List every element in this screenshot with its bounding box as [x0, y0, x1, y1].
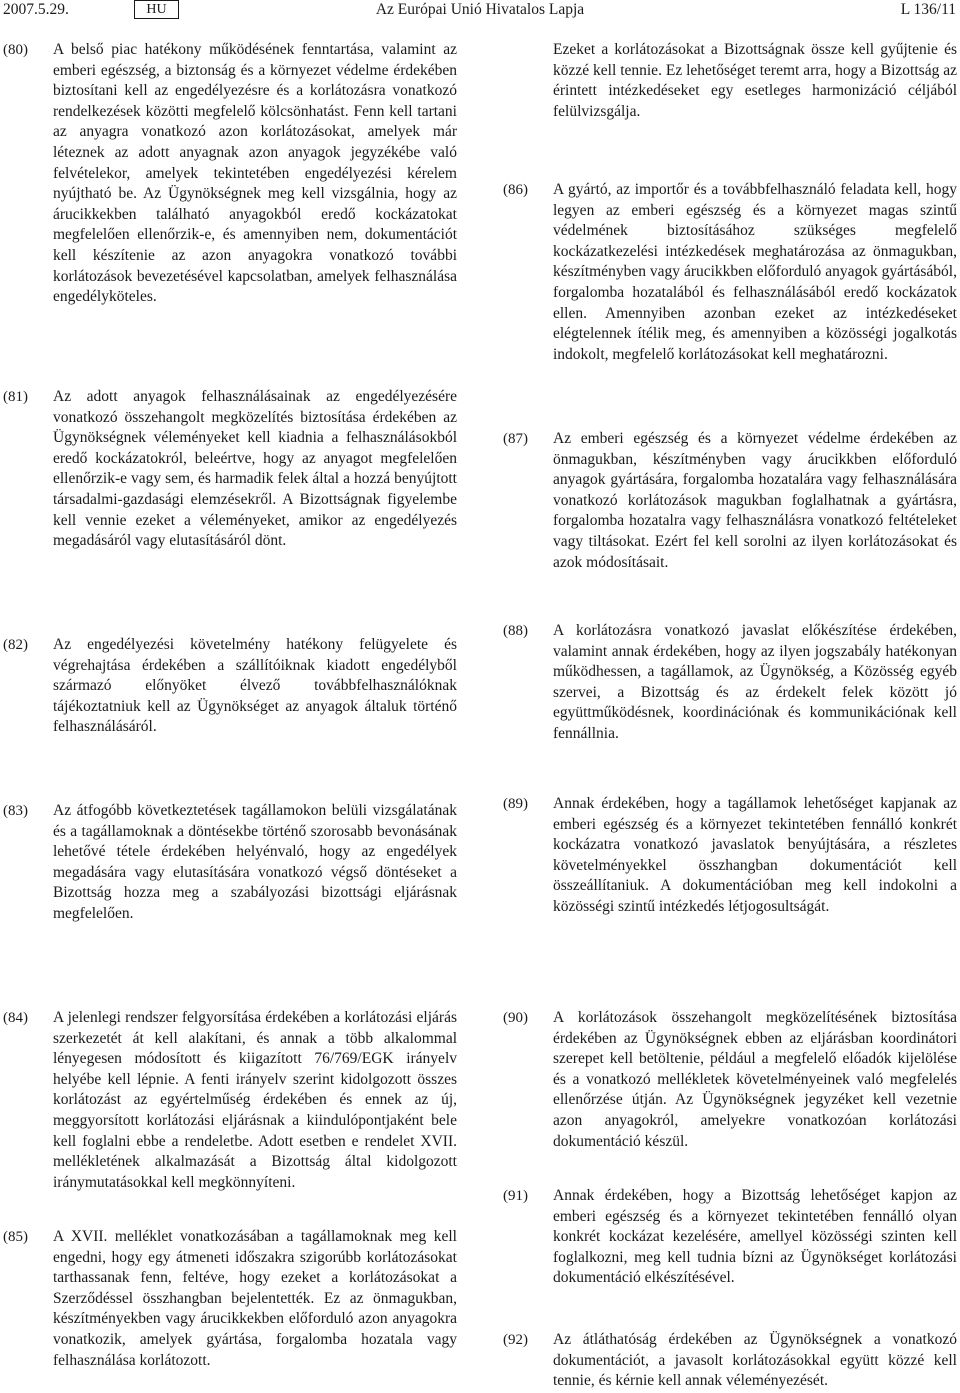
recital-text: A korlátozások összehangolt megközelítésének biztosítása érdekében az Ügynökségnek ebben az eljárásban koordinátori szerepet kell betöltenie, például a megfelelő előadók kijelölése és a vonatkozó mellékletek követelményeinek való megfelelés ellenőrzése útján. Az Ügynökségnek jegyzéket kell vezetnie azon anyagokról, amelyekre vonatkozóan korlátozási dokumentáció készül. [553, 1009, 957, 1150]
recital-number: (81) [3, 389, 28, 405]
recital-number: (91) [503, 1188, 528, 1204]
recital-text: Az átfogóbb következtetések tagállamokon belüli vizsgálatának és a tagállamoknak a döntésekbe történő szorosabb bevonásának lehetővé tétele érdekében helyénvaló, hogy az engedélyek megadására vagy elutasítására vonatkozó végső döntéseket a Bizottság hozza meg a szabályozási bizottsági eljárásnak megfelelően. [53, 802, 457, 922]
recital-number: (82) [3, 637, 28, 653]
page-header [0, 0, 960, 24]
recital-text: A XVII. melléklet vonatkozásában a tagállamoknak meg kell engedni, hogy egy átmeneti időszakra szigorúbb korlátozásokat tarthassanak fenn, feltéve, hogy ezeket a korlátozásokat a Szerződéssel összhangban bejelentették. Ez az önmagukban, készítményekben vagy árucikkekben előforduló azon anyagokra vonatkozik, amelyek gyártása, forgalomba hozatala vagy felhasználása korlátozott. [53, 1228, 457, 1369]
recital-number: (85) [3, 1229, 28, 1245]
recital-number: (88) [503, 623, 528, 639]
language-badge: HU [134, 0, 179, 19]
page-number: L 136/11 [900, 1, 956, 18]
recital-text: Az átláthatóság érdekében az Ügynökségnek a vonatkozó dokumentációt, a javasolt korlátozásokkal együtt közzé kell tennie, és kérnie kell annak véleményezését. [553, 1331, 957, 1390]
recital-number: (80) [3, 42, 28, 58]
recital-text: Az adott anyagok felhasználásainak az engedélyezésére vonatkozó összehangolt megközelítés biztosítása érdekében az Ügynökségnek véleményeket kell kiadnia a felhasználásokból eredő kockázatokról, beleértve, hogy az anyagot megfelelően ellenőrzik-e vagy sem, és harmadik felek által a hozzá benyújtott társadalmi-gazdasági elemzésekről. A Bizottságnak figyelembe kell vennie ezeket a véleményeket, amikor az engedélyezés megadásáról vagy elutasításáról dönt. [53, 388, 457, 550]
recital-number: (90) [503, 1010, 528, 1026]
recital-text: Az engedélyezési követelmény hatékony felügyelete és végrehajtása érdekében a szállítóiknak kiadott engedélyből származó előnyöket élvező továbbfelhasználóknak tájékoztatniuk kell az Ügynökséget az anyagok általuk történő felhasználásáról. [53, 636, 457, 736]
recital-text: Az emberi egészség és a környezet védelme érdekében az önmagukban, készítményben vagy árucikkben előforduló anyagok gyártására, forgalomba hozatalára vagy felhasználására vonatkozó korlátozások magukban foglalhatnak a gyártásra, forgalomba hozatalra vagy felhasználásra vonatkozó feltételeket vagy tiltásokat. Ezért fel kell sorolni az ilyen korlátozásokat és azok módosításait. [553, 430, 957, 571]
recital-text: Ezeket a korlátozásokat a Bizottságnak össze kell gyűjtenie és közzé kell tennie. Ez lehetőséget teremt arra, hogy a Bizottság az érintett intézkedéseket egy esetleges harmonizáció céljából felülvizsgálja. [553, 41, 957, 120]
recital-text: Annak érdekében, hogy a Bizottság lehetőséget kapjon az emberi egészség és a környezet tekintetében fennálló olyan konkrét kockázat kezelésére, amellyel közösségi szinten kell foglalkozni, meg kell tudnia bízni az Ügynökséget korlátozási dokumentáció elkészítésével. [553, 1187, 957, 1287]
recital-text: A gyártó, az importőr és a továbbfelhasználó feladata kell, hogy legyen az emberi egészség és a környezet magas szintű védelmének biztosításához szükséges megfelelő kockázatkezelési intézkedések meghatározása az önmagukban, készítményben vagy árucikkben előforduló anyagok gyártásából, forgalomba hozatalából és felhasználásából eredő kockázatok ellen. Amennyiben azonban ezeket az intézkedéseket elégtelennek ítélik meg, és amennyiben a közösségi jogalkotás indokolt, megfelelő korlátozásokat kell meghatározni. [553, 181, 957, 363]
recital-text: Annak érdekében, hogy a tagállamok lehetőséget kapjanak az emberi egészség és a környezet tekintetében fennálló konkrét kockázatra vonatkozó javaslatok benyújtására, a részletes követelményekkel összhangban dokumentációt kell összeállítaniuk. A dokumentációban meg kell indokolni a közösségi szintű intézkedés létjogosultságát. [553, 795, 957, 915]
recital-number: (83) [3, 803, 28, 819]
recital-text: A belső piac hatékony működésének fenntartása, valamint az emberi egészség, a biztonság és a környezet védelme érdekében biztosítani kell az engedélyezésre és a korlátozásra vonatkozó rendelkezések közötti megfelelő kölcsönhatást. Fenn kell tartani az anyagra vonatkozó azon korlátozásokat, amelyek már léteznek az adott anyagnak azon anyagok jegyzékébe való felvételekor, amelyek tekintetében engedélyezési kérelem nyújtható be. Az Ügynökségnek meg kell vizsgálnia, hogy az árucikkekben található anyagokból eredő kockázatokat megfelelően ellenőrzik-e, és amennyiben nem, dokumentációt kell készítenie az azon anyagokra vonatkozó további korlátozások bevezetésével kapcsolatban, amelyek felhasználása engedélyköteles. [53, 41, 457, 306]
recital-text: A jelenlegi rendszer felgyorsítása érdekében a korlátozási eljárás szerkezetét át kell alakítani, és annak a több alkalommal lényegesen módosított és kiigazított 76/769/EGK irányelv helyébe kell lépnie. A fenti irányelv szerint kidolgozott összes korlátozást az egyértelműség érdekében és ennek az új, meggyorsított korlátozási eljárásnak a kiindulópontjaként bele kell foglalni ebbe a rendeletbe. Adott esetben e rendelet XVII. mellékletének alkalmazását a Bizottság által kidolgozott iránymutatásokkal kell megkönnyíteni. [53, 1009, 457, 1191]
header-date: 2007.5.29. [3, 1, 69, 18]
recital-number: (89) [503, 796, 528, 812]
journal-title: Az Európai Unió Hivatalos Lapja [375, 1, 585, 18]
recital-number: (84) [3, 1010, 28, 1026]
recital-text: A korlátozásra vonatkozó javaslat előkészítése érdekében, valamint annak érdekében, hogy az ilyen jogszabály hatékonyan működhessen, a tagállamok, az Ügynökség, a Közösség egyéb szervei, a Bizottság és az érdekelt felek között jó együttműködésnek, koordinációnak és kommunikációnak kell fennállnia. [553, 622, 957, 742]
recital-number: (87) [503, 431, 528, 447]
recital-number: (92) [503, 1332, 528, 1348]
recital-number: (86) [503, 182, 528, 198]
